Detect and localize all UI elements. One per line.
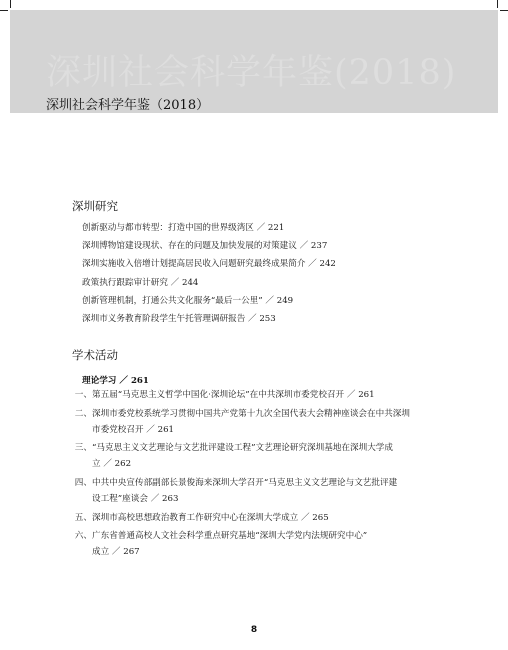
item-number: 五、 — [74, 512, 92, 523]
toc-entry[interactable]: 创新管理机制，打通公共文化服务“最后一公里” ／ 249 — [82, 295, 294, 306]
book-title: 深圳社会科学年鉴（2018） — [46, 98, 210, 113]
crop-mark-top-right-h — [500, 10, 508, 11]
header-watermark: 深圳社会科学年鉴(2018) — [46, 53, 457, 93]
item-text-continued: 立 ／ 262 — [92, 459, 132, 470]
item-number: 一、 — [74, 390, 92, 400]
item-number: 四、 — [74, 477, 92, 488]
item-text: 第五届“马克思主义哲学中国化·深圳论坛”在中共深圳市委党校召开 ／ 261 — [92, 390, 375, 400]
item-number: 六、 — [74, 531, 92, 542]
item-text: 深圳市委党校系统学习贯彻中国共产党第十九次全国代表大会精神座谈会在中共深圳 — [92, 408, 410, 419]
crop-mark-top-left-h — [0, 10, 8, 11]
crop-mark-top-right-v — [497, 0, 498, 8]
crop-mark-top-left-v — [10, 0, 11, 8]
item-text-continued: 市委党校召开 ／ 261 — [92, 424, 175, 435]
item-text: 中共中央宣传部副部长景俊海来深圳大学召开“马克思主义文艺理论与文艺批评建 — [92, 477, 398, 488]
section-heading-academic-activities: 学术活动 — [72, 348, 118, 362]
item-number: 三、 — [74, 443, 92, 454]
toc-numbered-item[interactable] — [60, 529, 440, 561]
item-text-continued: 设工程”座谈会 ／ 263 — [92, 493, 179, 504]
item-text: “马克思主义文艺理论与文艺批评建设工程”文艺理论研究深圳基地在深圳大学成 — [92, 443, 393, 454]
toc-entry[interactable]: 深圳市义务教育阶段学生午托管理调研报告 ／ 253 — [82, 314, 276, 325]
item-text: 深圳市高校思想政治教育工作研究中心在深圳大学成立 ／ 265 — [92, 512, 329, 523]
section-heading-shenzhen-research: 深圳研究 — [72, 199, 118, 213]
page-number: 8 — [250, 625, 258, 635]
item-text: 广东省普通高校人文社会科学重点研究基地“深圳大学党内法规研究中心” — [92, 531, 368, 542]
toc-entry[interactable]: 深圳博物馆建设现状、存在的问题及加快发展的对策建议 ／ 237 — [82, 241, 328, 252]
toc-entry[interactable]: 政策执行跟踪审计研究 ／ 244 — [82, 277, 199, 288]
toc-entry[interactable]: 深圳实施收入倍增计划提高居民收入问题研究最终成果简介 ／ 242 — [82, 259, 336, 270]
toc-numbered-item[interactable] — [60, 388, 440, 404]
item-text-continued: 成立 ／ 267 — [92, 547, 140, 558]
toc-numbered-item[interactable] — [60, 441, 440, 473]
toc-numbered-item[interactable] — [60, 476, 440, 508]
toc-numbered-item[interactable] — [60, 407, 440, 439]
shenzhen-research-list — [82, 219, 462, 328]
subsection-theory-study[interactable]: 理论学习 ／ 261 — [82, 376, 149, 386]
toc-entry[interactable]: 创新驱动与都市转型：打造中国的世界级湾区 ／ 221 — [82, 223, 285, 233]
academic-activities-list — [60, 388, 440, 564]
item-number: 二、 — [74, 408, 92, 419]
toc-numbered-item[interactable] — [60, 511, 440, 527]
